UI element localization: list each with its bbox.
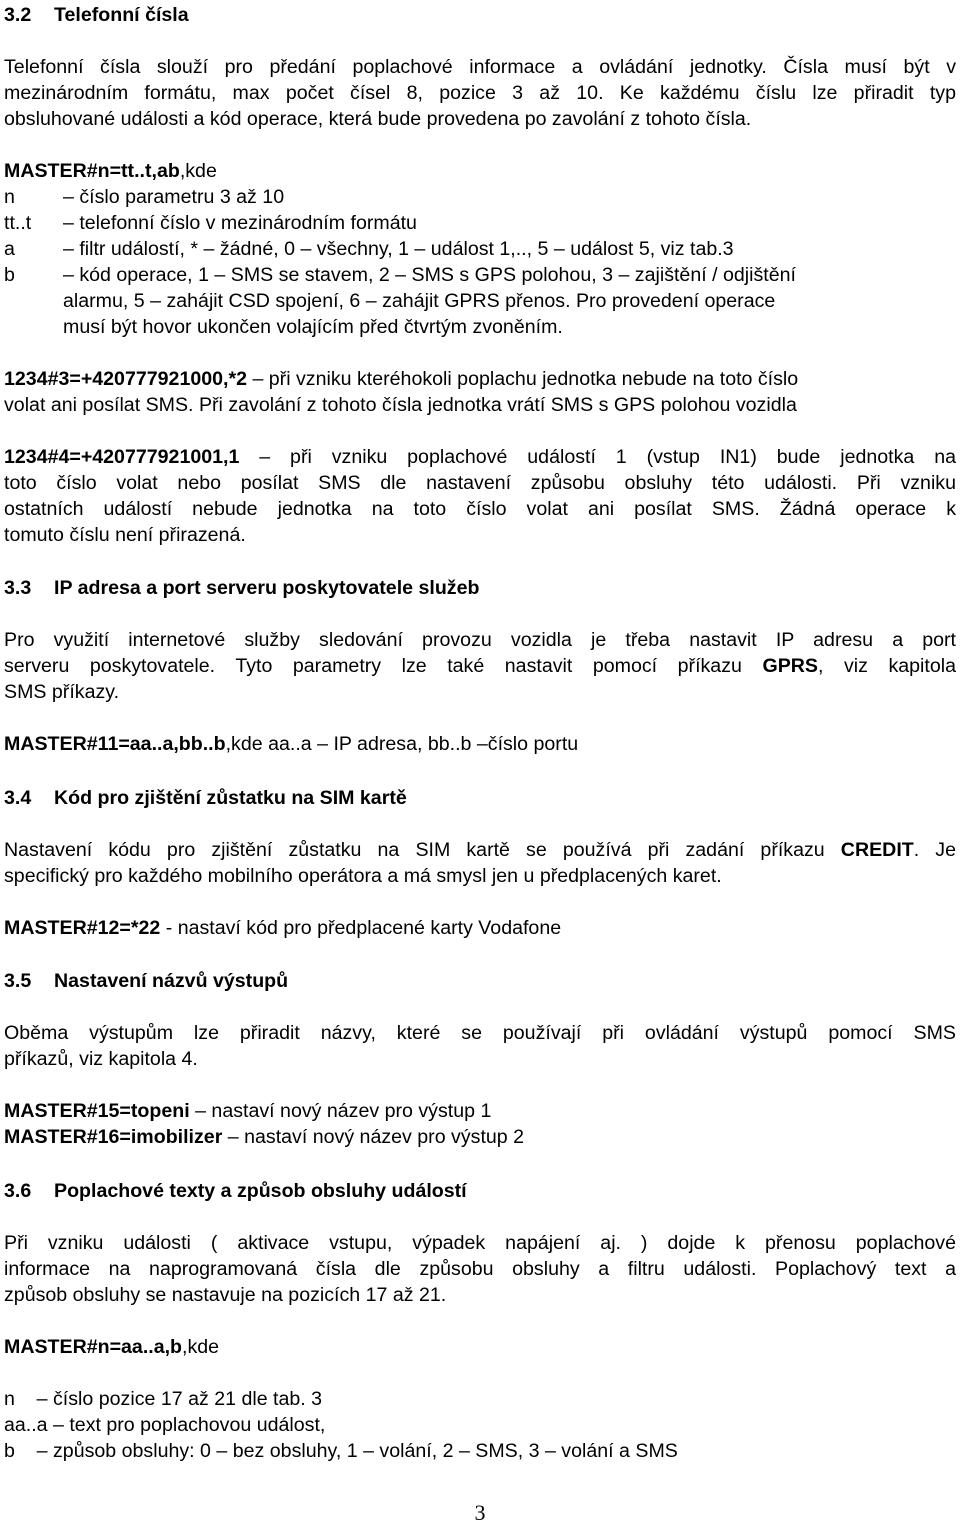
section-heading (4, 2, 189, 28)
paragraph-line (4, 837, 956, 863)
section-title: IP adresa a port serveru poskytovatele služeb (54, 577, 480, 599)
definition-text: – číslo parametru 3 až 10 (63, 186, 285, 208)
definition-line: n – číslo pozice 17 až 21 dle tab. 3 (4, 1388, 323, 1410)
section-heading (4, 575, 479, 601)
section-number: 3.4 (4, 787, 32, 809)
command-code: MASTER#11=aa..a,bb..b (4, 733, 226, 755)
example-line: volat ani posílat SMS. Při zavolání z tohoto čísla jednotka vrátí SMS s GPS polohou vozidla (4, 394, 797, 416)
section-number: 3.5 (4, 970, 32, 992)
definition-continuation: alarmu, 5 – zahájit CSD spojení, 6 – zahájit GPRS přenos. Pro provedení operace (63, 290, 776, 312)
paragraph-line: obsluhované události a kód operace, která bude provedena po zavolání z tohoto čísla. (4, 108, 752, 130)
section-heading (4, 1178, 467, 1204)
section-title: Kód pro zjištění zůstatku na SIM kartě (54, 787, 407, 809)
paragraph-line: Pro využití internetové služby sledování provozu vozidla je třeba nastavit IP adresu a port (4, 629, 956, 651)
example-line (4, 444, 956, 470)
paragraph-text: serveru poskytovatele. Tyto parametry lze také nastavit pomocí příkazu (4, 655, 763, 677)
paragraph-line: SMS příkazy. (4, 681, 120, 703)
section-heading (4, 785, 407, 811)
section-title: Poplachové texty a způsob obsluhy událostí (54, 1180, 467, 1202)
definition-text: – kód operace, 1 – SMS se stavem, 2 – SMS s GPS polohou, 3 – zajištění / odjištění (63, 264, 796, 286)
paragraph-text: , viz kapitola (817, 655, 956, 677)
command-line (4, 1124, 524, 1150)
definition-text: – telefonní číslo v mezinárodním formátu (63, 212, 417, 234)
command-text: ,kde (179, 160, 217, 182)
paragraph-line: příkazů, viz kapitola 4. (4, 1048, 198, 1070)
section-title: Nastavení názvů výstupů (54, 970, 289, 992)
section-number: 3.6 (4, 1180, 32, 1202)
section-number: 3.3 (4, 577, 32, 599)
example-text: – při vzniku poplachové událostí 1 (vstup IN1) bude jednotka na (239, 446, 956, 468)
section-title: Telefonní čísla (54, 4, 189, 26)
definition-key: n (4, 186, 15, 208)
page-number: 3 (474, 1500, 486, 1525)
example-text: – při vzniku kteréhokoli poplachu jednotka nebude na toto číslo (247, 368, 799, 390)
paragraph-line: specifický pro každého mobilního operátora a má smysl jen u předplacených karet. (4, 865, 722, 887)
definition-key: b (4, 264, 15, 286)
command-line (4, 1334, 219, 1360)
definition-line (4, 210, 417, 236)
definition-line (4, 184, 284, 210)
paragraph-line: způsob obsluhy se nastavuje na pozicích 17 až 21. (4, 1284, 447, 1306)
command-keyword: GPRS (762, 655, 818, 677)
example-line: tomuto číslu není přirazená. (4, 524, 246, 546)
command-code: MASTER#15=topeni (4, 1100, 190, 1122)
command-line (4, 731, 578, 757)
paragraph-text: Nastavení kódu pro zjištění zůstatku na SIM kartě se používá při zadání příkazu (4, 839, 841, 861)
command-line (4, 158, 217, 184)
section-heading (4, 968, 288, 994)
definition-line: b – způsob obsluhy: 0 – bez obsluhy, 1 – volání, 2 – SMS, 3 – volání a SMS (4, 1440, 678, 1462)
paragraph-line: informace na naprogramovaná čísla dle způsobu obsluhy a filtru události. Poplachový text a (4, 1258, 956, 1280)
example-line: ostatních událostí nebude jednotka na toto číslo volat ani posílat SMS. Žádná operace k (4, 498, 956, 520)
definition-continuation: musí být hovor ukončen volajícím před čtvrtým zvoněním. (63, 316, 563, 338)
command-code: MASTER#16=imobilizer (4, 1126, 223, 1148)
definition-key: tt..t (4, 212, 32, 234)
command-keyword: CREDIT (840, 839, 914, 861)
command-text: - nastaví kód pro předplacené karty Vodafone (160, 917, 562, 939)
command-code: MASTER#n=aa..a,b (4, 1336, 183, 1358)
paragraph-line: Telefonní čísla slouží pro předání poplachové informace a ovládání jednotky. Čísla musí být v (4, 56, 956, 78)
definition-line: aa..a – text pro poplachovou událost, (4, 1414, 326, 1436)
definition-line (4, 236, 734, 262)
command-text: – nastaví nový název pro výstup 1 (189, 1100, 492, 1122)
paragraph-text: . Je (913, 839, 956, 861)
command-text: ,kde aa..a – IP adresa, bb..b –číslo portu (225, 733, 579, 755)
example-code: 1234#3=+420777921000,*2 (4, 368, 247, 390)
paragraph-line: mezinárodním formátu, max počet čísel 8, pozice 3 až 10. Ke každému číslu lze přiradit typ (4, 82, 956, 104)
example-line: toto číslo volat nebo posílat SMS dle nastavení způsobu obsluhy této události. Při vzniku (4, 472, 956, 494)
command-code: MASTER#12=*22 (4, 917, 161, 939)
section-number: 3.2 (4, 4, 32, 26)
example-code: 1234#4=+420777921001,1 (4, 446, 240, 468)
example-line (4, 366, 798, 392)
paragraph-line (4, 653, 956, 679)
command-code: MASTER#n=tt..t,ab (4, 160, 180, 182)
definition-key: a (4, 238, 15, 260)
command-text: – nastaví nový název pro výstup 2 (222, 1126, 525, 1148)
definition-text: – filtr událostí, * – žádné, 0 – všechny, 1 – událost 1,.., 5 – událost 5, viz tab.3 (63, 238, 734, 260)
command-line (4, 1098, 491, 1124)
paragraph-line: Oběma výstupům lze přiradit názvy, které se používají při ovládání výstupů pomocí SMS (4, 1022, 956, 1044)
paragraph-line: Při vzniku události ( aktivace vstupu, výpadek napájení aj. ) dojde k přenosu poplachové (4, 1232, 956, 1254)
command-line (4, 915, 561, 941)
command-text: ,kde (182, 1336, 220, 1358)
definition-line (4, 262, 796, 288)
